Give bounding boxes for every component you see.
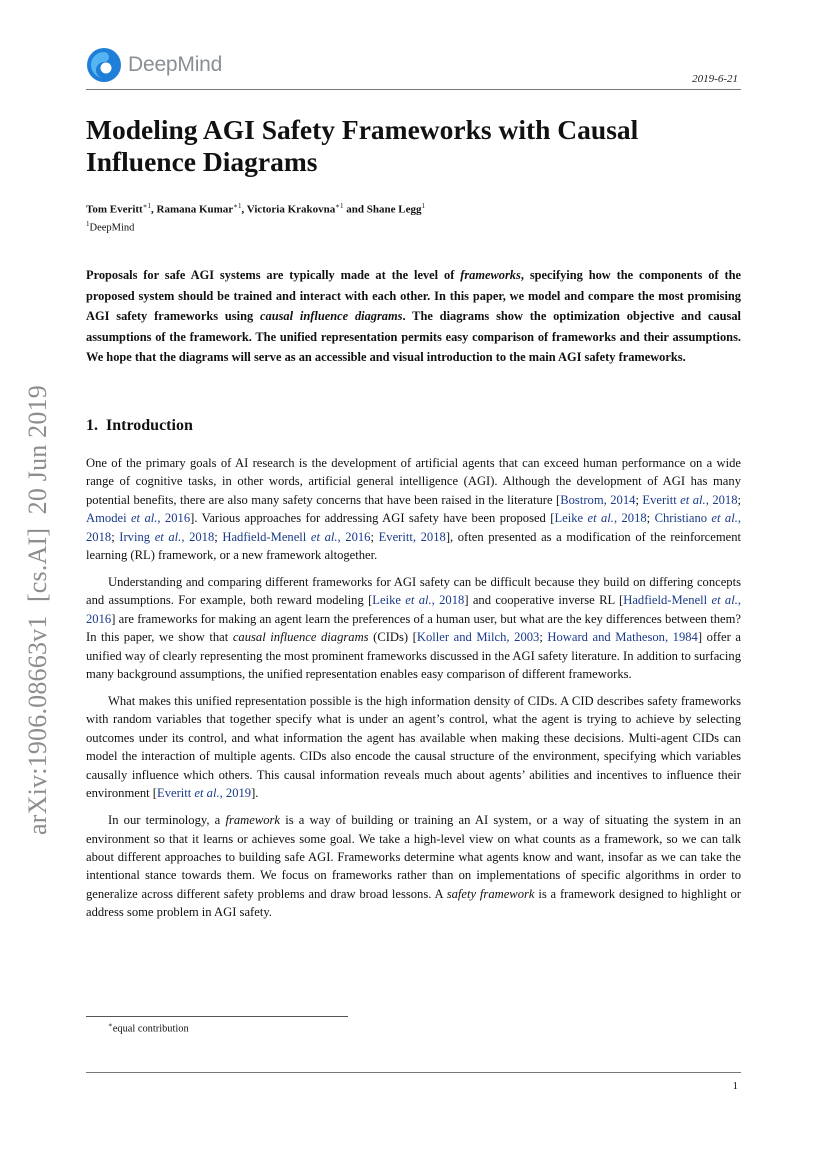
citation-link[interactable]: Everitt et al., 2018 (642, 492, 738, 507)
footnote-divider (86, 1016, 348, 1017)
citation-link[interactable]: Everitt et al., 2019 (157, 786, 252, 801)
affiliation-mark: 1 (86, 220, 90, 228)
author-separator: , (151, 203, 157, 216)
author-name: Ramana Kumar (156, 203, 234, 216)
publication-date: 2019-6-21 (692, 73, 738, 85)
citation-link[interactable]: Bostrom, 2014 (560, 492, 636, 507)
citation-link[interactable]: Everitt, 2018 (378, 529, 446, 544)
affiliation-name: DeepMind (89, 222, 135, 234)
citation-link[interactable]: Amodei et al., 2016 (86, 511, 191, 526)
citation-link[interactable]: Christiano et al., 2018 (86, 511, 741, 544)
author-name: Tom Everitt (86, 203, 143, 216)
paper-title: Modeling AGI Safety Frameworks with Causal Influence Diagrams (86, 114, 639, 177)
deepmind-logo (86, 47, 222, 83)
author-list (86, 202, 425, 216)
author-mark: ∗1 (233, 202, 242, 210)
footnote-mark: ∗ (108, 1021, 113, 1029)
footer-divider (86, 1072, 741, 1073)
affiliation (86, 220, 134, 234)
page-number: 1 (732, 1080, 738, 1092)
author-separator: , (241, 203, 247, 216)
footnote (108, 1021, 189, 1034)
paragraph: What makes this unified representation possible is the high information density of CIDs. A CID describes safety frameworks with random variables that together specify what is under an agent’s control, what the agent is trying to achieve by selecting outcomes under its control, and what information the agent has available when making these decisions. Multi-agent CIDs can model the interaction of multiple agents. CIDs also encode the causal structure of the environment, specifying which variables causally influence which others. This causal information reveals much about agents’ abilities and incentives to influence their environment [Everitt et al., 2019]. (86, 694, 741, 801)
author-mark: ∗1 (142, 202, 151, 210)
citation-link[interactable]: Leike et al., 2018 (554, 511, 647, 526)
author-separator: and (343, 203, 367, 216)
header-divider (86, 89, 741, 90)
paragraph: In our terminology, a framework is a way of building or training an AI system, or a way of situating the system in an environment so that it learns or achieves some goal. We take a high-level view on what counts as a framework, so we can talk about different approaches to building safe AGI. Frameworks determine what agents know and want, insofar as we can take the intentional stance towards them. We focus on frameworks rather than on implementations of specific algorithms in order to generalize across different safety problems and draw broad lessons. A safety framework is a framework designed to highlight or address some problem in AGI safety. (86, 813, 741, 920)
citation-link[interactable]: Howard and Matheson, 1984 (547, 630, 698, 645)
citation-link[interactable]: Koller and Milch, 2003 (416, 630, 540, 645)
citation-link[interactable]: Leike et al., 2018 (372, 593, 465, 608)
footnote-text: equal contribution (112, 1023, 189, 1035)
citation-link[interactable]: Hadfield-Menell et al., 2016 (86, 593, 741, 626)
section-heading-introduction: 1. Introduction (86, 417, 193, 434)
citation-link[interactable]: Hadfield-Menell et al., 2016 (222, 529, 371, 544)
citation-link[interactable]: Irving et al., 2018 (119, 529, 215, 544)
author-name: Shane Legg (366, 203, 422, 216)
logo-text: DeepMind (128, 53, 223, 76)
introduction-body (86, 454, 741, 930)
author-mark: ∗1 (335, 202, 344, 210)
deepmind-logo-icon (86, 47, 122, 83)
paragraph: Understanding and comparing different frameworks for AGI safety can be difficult because they build on differing concepts and assumptions. For example, both reward modeling [Leike et al., 2018] and cooperative inverse RL [Hadfield-Menell et al., 2016] are frameworks for making an agent learn the preferences of a human user, but what are the key differences between them? In this paper, we show that causal influence diagrams (CIDs) [Koller and Milch, 2003; Howard and Matheson, 1984] offer a unified way of clearly representing the most prominent frameworks discussed in the AGI safety literature. In addition to surfacing many background assumptions, the unified representation enables easy comparison of different frameworks. (86, 575, 741, 682)
author-mark: 1 (421, 202, 426, 210)
author-name: Victoria Krakovna (246, 203, 336, 216)
arxiv-stamp: arXiv:1906.08663v1 [cs.AI] 20 Jun 2019 (23, 385, 52, 835)
abstract: Proposals for safe AGI systems are typically made at the level of frameworks, specifying how the components of the proposed system should be trained and interact with each other. In this paper, we model and compare the most promising AGI safety frameworks using causal influence diagrams. The diagrams show the optimization objective and causal assumptions of the framework. The unified representation permits easy comparison of frameworks and their assumptions. We hope that the diagrams will serve as an accessible and visual introduction to the main AGI safety frameworks. (86, 268, 741, 364)
paragraph: One of the primary goals of AI research is the development of artificial agents that can exceed human performance on a wide range of cognitive tasks, in other words, artificial general intelligence (AGI). Although the development of AGI has many potential benefits, there are also many safety concerns that have been raised in the literature [Bostrom, 2014; Everitt et al., 2018; Amodei et al., 2016]. Various approaches for addressing AGI safety have been proposed [Leike et al., 2018; Christiano et al., 2018; Irving et al., 2018; Hadfield-Menell et al., 2016; Everitt, 2018], often presented as a modification of the reinforcement learning (RL) framework, or a new framework altogether. (86, 456, 742, 563)
